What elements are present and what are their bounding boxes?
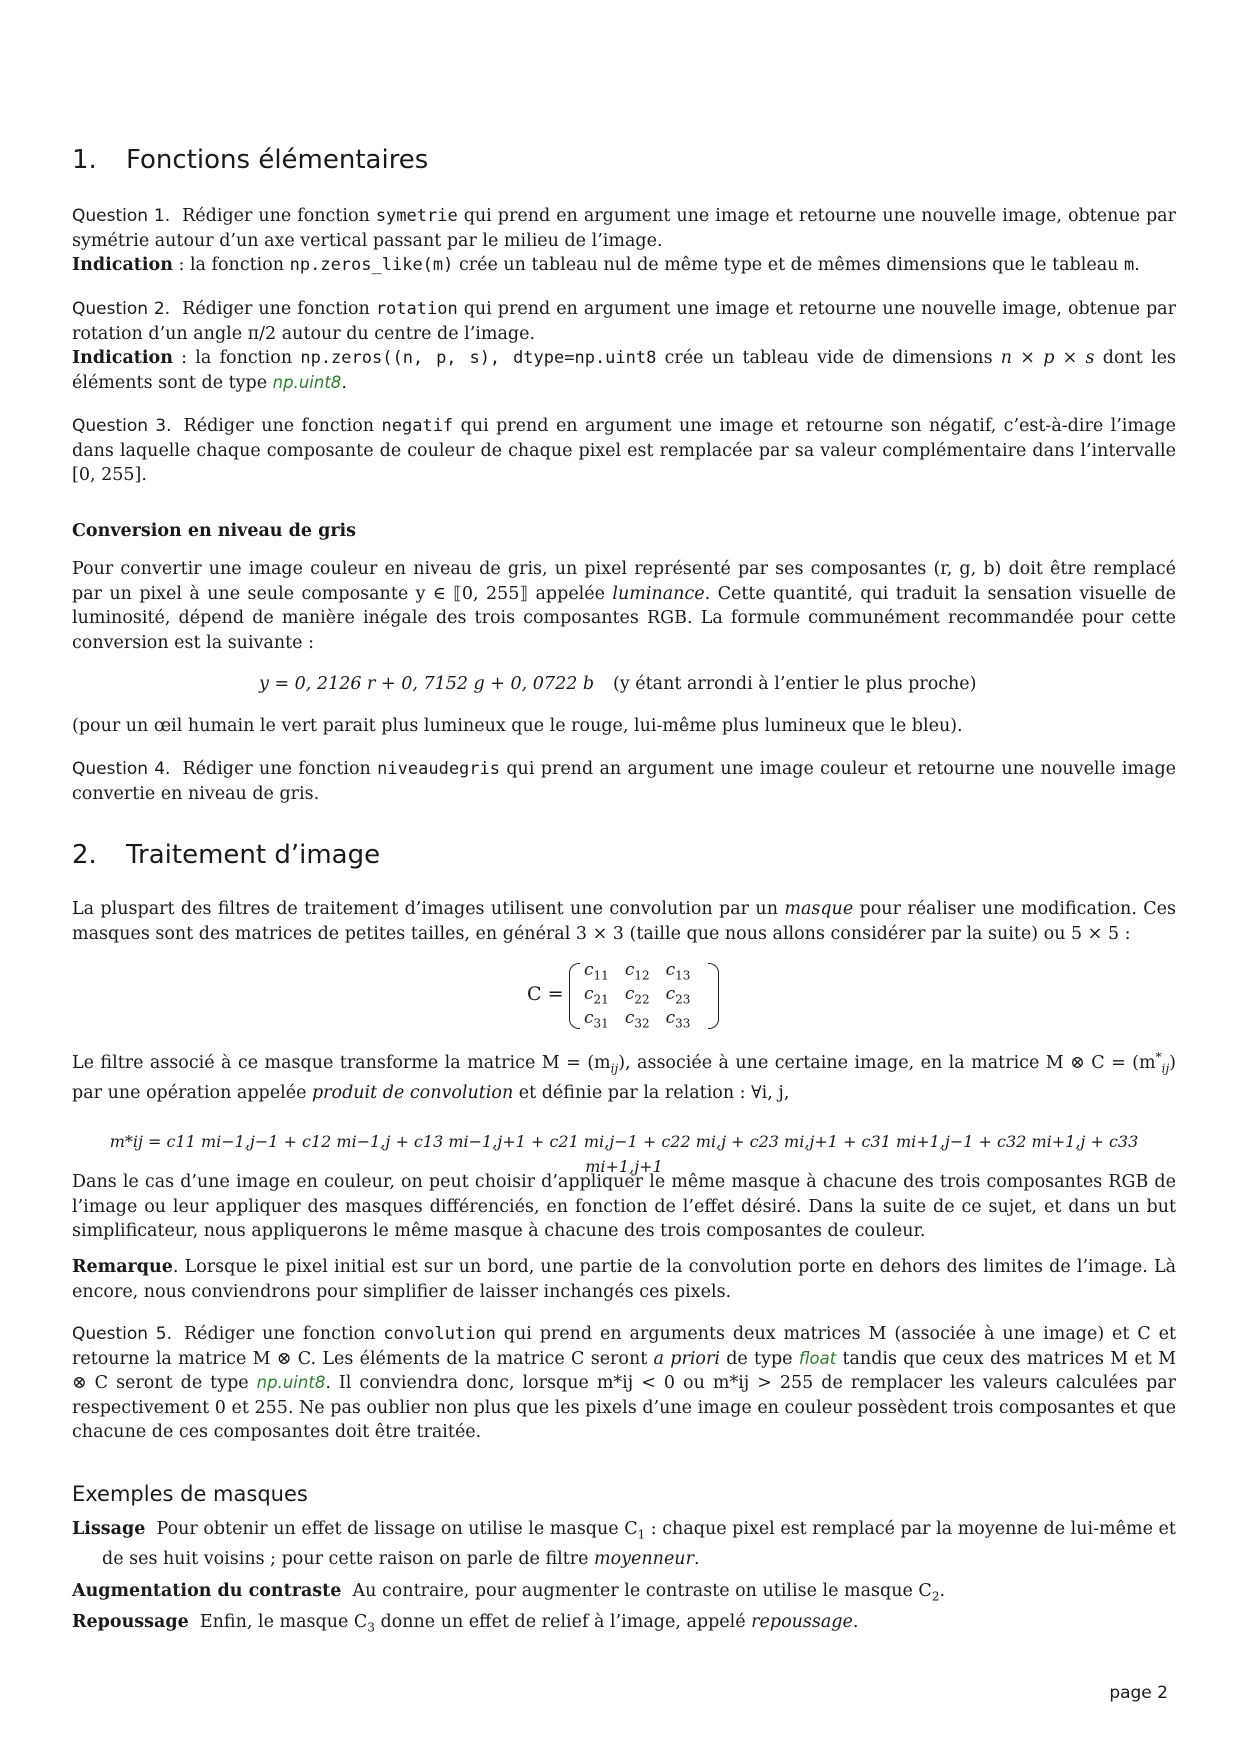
page-number: page 2 [1109, 1683, 1168, 1703]
question-2: Question 2. Rédiger une fonction rotation qui prend en argument une image et retourne une nouvelle image, obtenue par rotation d’un angle π/2 autour du centre de l’image. Indication : la fonction np.zeros((n, p, s), dtype=np.uint8 crée un tableau vide de dimensions n × p × s dont les éléments sont de type np.uint8. [72, 299, 1177, 393]
color-paragraph: Dans le cas d’une image en couleur, on peut choisir d’appliquer le même masque à chacune des trois composantes RGB de l’image ou leur appliquer des masques différenciés, en fonction de l’effet désiré. Dans la suite de ce sujet, et dans un but simplificateur, nous appliquerons le même masque à chacune des trois composantes de couleur. [72, 1172, 1176, 1241]
mask-matrix: C = $c_{11}$ $c_{12}$ $c_{13}$ $c_{21}$ $c_{22}$ $c_{23}$ $c_{31}$ $c_{32}$ $c_{33}$ [72, 955, 1176, 1037]
question-5: Question 5. Rédiger une fonction convolution qui prend en arguments deux matrices M (associée à une image) et C et retourne la matrice M ⊗ C. Les éléments de la matrice C seront a priori de type float tandis que ceux des matrices M et M ⊗ C seront de type np.uint8. Il conviendra donc, lorsque m*ij < 0 ou m*ij > 255 de remplacer les valeurs calculées par respectivement 0 et 255. Ne pas oublier non plus que les pixels d’une image en couleur possèdent trois composantes et que chacune de ces composantes doit être traitée. [72, 1324, 1176, 1442]
section-2-heading: 2. Traitement d’image [72, 840, 381, 870]
right-paren [708, 963, 719, 1029]
examples-heading: Exemples de masques [72, 1482, 308, 1506]
convolution-formula: m*ij = c11 mi−1,j−1 + c12 mi−1,j + c13 mi−1,j+1 + c21 mi,j−1 + c22 mi,j + c23 mi,j+1 + c31 mi+1,j−1 + c32 mi+1,j + c33 mi+1,j+1 [109, 1132, 1139, 1176]
example-contraste: Augmentation du contraste Au contraire, pour augmenter le contraste on utilise le masque $C_2$. [72, 1581, 946, 1604]
intro-paragraph: La pluspart des filtres de traitement d’images utilisent une convolution par un masque pour réaliser une modification. Ces masques sont des matrices de petites tailles, en général 3 × 3 (taille que nous allons considérer par la suite) ou 5 × 5 : [72, 899, 1176, 944]
gray-heading: Conversion en niveau de gris [72, 521, 357, 541]
example-repoussage: Repoussage Enfin, le masque $C_3$ donne un effet de relief à l’image, appelé repoussage. [72, 1612, 859, 1635]
section-1-heading: 1. Fonctions élémentaires [72, 145, 429, 175]
gray-note: (pour un œil humain le vert parait plus lumineux que le rouge, lui-même plus lumineux que le bleu). [72, 716, 963, 736]
question-3: Question 3. Rédiger une fonction negatif qui prend en argument une image et retourne son négatif, c’est-à-dire l’image dans laquelle chaque composante de couleur de chaque pixel est remplacée par sa valeur complémentaire dans l’intervalle [0, 255]. [72, 416, 1176, 485]
example-lissage: Lissage Pour obtenir un effet de lissage on utilise le masque $C_1$ : chaque pixel est remplacé par la moyenne de lui-même et de ses huit voisins ; pour cette raison on parle de filtre moyenneur. [72, 1519, 1176, 1569]
filter-paragraph: Le filtre associé à ce masque transforme la matrice $M = (m_{ij})$, associée à une certaine image, en la matrice M ⊗ $C = (m^*_{ij})$ par une opération appelée produit de convolution et définie par la relation : ∀i, j, [72, 1050, 1176, 1103]
remark-paragraph: Remarque. Lorsque le pixel initial est sur un bord, une partie de la convolution porte en dehors des limites de l’image. Là encore, nous conviendrons pour simplifier de laisser inchangés ces pixels. [72, 1257, 1176, 1302]
gray-paragraph: Pour convertir une image couleur en niveau de gris, un pixel représenté par ses composantes (r, g, b) doit être remplacé par un pixel à une seule composante y ∈ ⟦0, 255⟧ appelée luminance. Cette quantité, qui traduit la sensation visuelle de luminosité, dépend de manière inégale des trois composantes RGB. La formule communément recommandée pour cette conversion est la suivante : [72, 559, 1177, 653]
question-1: Question 1. Rédiger une fonction symetrie qui prend en argument une image et retourne une nouvelle image, obtenue par symétrie autour d’un axe vertical passant par le milieu de l’image. Indication : la fonction np.zeros_like(m) crée un tableau nul de même type et de mêmes dimensions que le tableau m. [72, 206, 1176, 275]
matrix-table: $c_{11}$ $c_{12}$ $c_{13}$ $c_{21}$ $c_{22}$ $c_{23}$ $c_{31}$ $c_{32}$ $c_{33}$ [584, 959, 691, 1031]
question-4: Question 4. Rédiger une fonction niveaudegris qui prend an argument une image couleur et retourne une nouvelle image convertie en niveau de gris. [72, 759, 1176, 804]
